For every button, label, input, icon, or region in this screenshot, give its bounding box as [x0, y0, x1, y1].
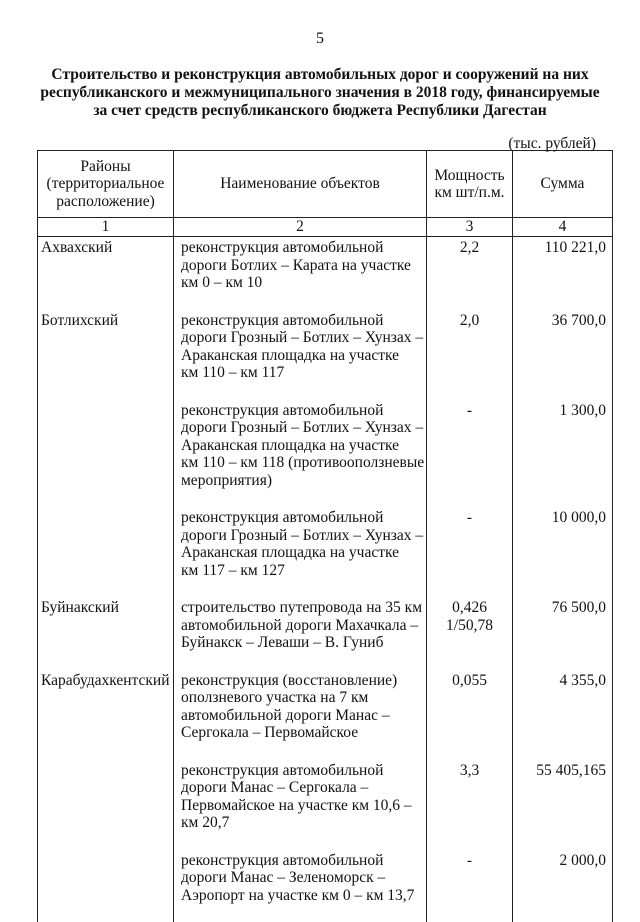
document-title [40, 66, 600, 120]
district-cell: Ахвахский [38, 237, 174, 310]
object-line: дороги Грозный – Ботлих – Хунзах – [181, 419, 422, 437]
header-district-line: расположение) [38, 193, 173, 211]
header-district [38, 151, 174, 218]
table-row [38, 760, 613, 850]
header-object: Наименование объектов [174, 151, 427, 218]
header-capacity [427, 151, 513, 218]
object-cell [174, 507, 427, 597]
amount-cell: 10 000,0 [513, 507, 613, 597]
object-line: автомобильной дороги Манас – [181, 707, 422, 725]
object-line: реконструкция автомобильной [181, 312, 422, 330]
header-row [38, 151, 613, 218]
object-line: автомобильной дороги Махачкала – [181, 617, 422, 635]
capacity-cell [427, 507, 513, 597]
object-line: км 0 – км 10 [181, 274, 422, 292]
district-cell: Карабудахкентский [38, 670, 174, 760]
column-number: 3 [427, 218, 513, 237]
amount-cell: 76 500,0 [513, 597, 613, 670]
capacity-line: - [427, 509, 512, 527]
object-cell [174, 670, 427, 760]
amount-cell: 55 405,165 [513, 760, 613, 850]
page-number: 5 [0, 30, 640, 48]
units-note: (тыс. рублей) [508, 135, 596, 153]
road-works-table [37, 150, 612, 922]
object-line: км 117 – км 127 [181, 562, 422, 580]
title-line: Строительство и реконструкция автомобильных дорог и сооружений на них [40, 66, 600, 84]
table-row [38, 670, 613, 760]
header-amount: Сумма [513, 151, 613, 218]
object-cell [174, 400, 427, 508]
table-row [38, 237, 613, 310]
object-line: мероприятия) [181, 472, 422, 490]
amount-cell: 36 700,0 [513, 310, 613, 400]
object-line: Араканская площадка на участке [181, 544, 422, 562]
object-line: Первомайское на участке км 10,6 – [181, 797, 422, 815]
district-cell: Ботлихский [38, 310, 174, 400]
object-line: км 110 – км 118 (противооползневые [181, 454, 422, 472]
object-line: реконструкция автомобильной [181, 762, 422, 780]
table-row [38, 310, 613, 400]
title-line: за счет средств республиканского бюджета Республики Дагестан [40, 102, 600, 120]
capacity-line: 2,2 [427, 239, 512, 257]
table-row [38, 507, 613, 597]
amount-cell: 2 000,0 [513, 850, 613, 922]
district-cell: Буйнакский [38, 597, 174, 670]
capacity-cell [427, 400, 513, 508]
column-number: 2 [174, 218, 427, 237]
object-line: строительство путепровода на 35 км [181, 599, 422, 617]
object-cell [174, 850, 427, 922]
capacity-cell [427, 310, 513, 400]
column-number: 1 [38, 218, 174, 237]
object-line: реконструкция автомобильной [181, 402, 422, 420]
capacity-line: - [427, 402, 512, 420]
amount-cell: 1 300,0 [513, 400, 613, 508]
object-line: дороги Грозный – Ботлих – Хунзах – [181, 527, 422, 545]
district-cell [38, 760, 174, 850]
district-cell [38, 400, 174, 508]
object-line: дороги Грозный – Ботлих – Хунзах – [181, 329, 422, 347]
capacity-cell [427, 850, 513, 922]
object-cell [174, 597, 427, 670]
column-number-row [38, 218, 613, 237]
capacity-cell [427, 237, 513, 310]
object-line: Араканская площадка на участке [181, 347, 422, 365]
object-line: Араканская площадка на участке [181, 437, 422, 455]
capacity-line: 1/50,78 [427, 617, 512, 635]
capacity-line: 0,055 [427, 672, 512, 690]
title-line: республиканского и межмуниципального значения в 2018 году, финансируемые [40, 84, 600, 102]
object-cell [174, 237, 427, 310]
header-district-line: (территориальное [38, 175, 173, 193]
capacity-line: - [427, 852, 512, 870]
capacity-cell [427, 670, 513, 760]
amount-cell: 110 221,0 [513, 237, 613, 310]
object-line: реконструкция автомобильной [181, 239, 422, 257]
object-cell [174, 760, 427, 850]
district-cell [38, 850, 174, 922]
object-line: Сергокала – Первомайское [181, 724, 422, 742]
object-line: дороги Манас – Сергокала – [181, 779, 422, 797]
object-line: реконструкция (восстановление) [181, 672, 422, 690]
table-row [38, 597, 613, 670]
object-line: Буйнакск – Леваши – В. Гуниб [181, 634, 422, 652]
object-line: оползневого участка на 7 км [181, 689, 422, 707]
capacity-cell [427, 597, 513, 670]
amount-cell: 4 355,0 [513, 670, 613, 760]
table-row [38, 400, 613, 508]
object-line: дороги Ботлих – Карата на участке [181, 257, 422, 275]
capacity-line: 3,3 [427, 762, 512, 780]
object-line: реконструкция автомобильной [181, 509, 422, 527]
table-row [38, 850, 613, 922]
object-line: Аэропорт на участке км 0 – км 13,7 [181, 887, 422, 905]
object-line: км 20,7 [181, 814, 422, 832]
column-number: 4 [513, 218, 613, 237]
object-line: км 110 – км 117 [181, 364, 422, 382]
header-capacity-line: Мощность [427, 167, 512, 185]
district-cell [38, 507, 174, 597]
header-district-line: Районы [38, 158, 173, 176]
object-line: реконструкция автомобильной [181, 852, 422, 870]
capacity-cell [427, 760, 513, 850]
object-cell [174, 310, 427, 400]
object-line: дороги Манас – Зеленоморск – [181, 869, 422, 887]
capacity-line: 2,0 [427, 312, 512, 330]
header-capacity-line: км шт/п.м. [427, 184, 512, 202]
capacity-line: 0,426 [427, 599, 512, 617]
